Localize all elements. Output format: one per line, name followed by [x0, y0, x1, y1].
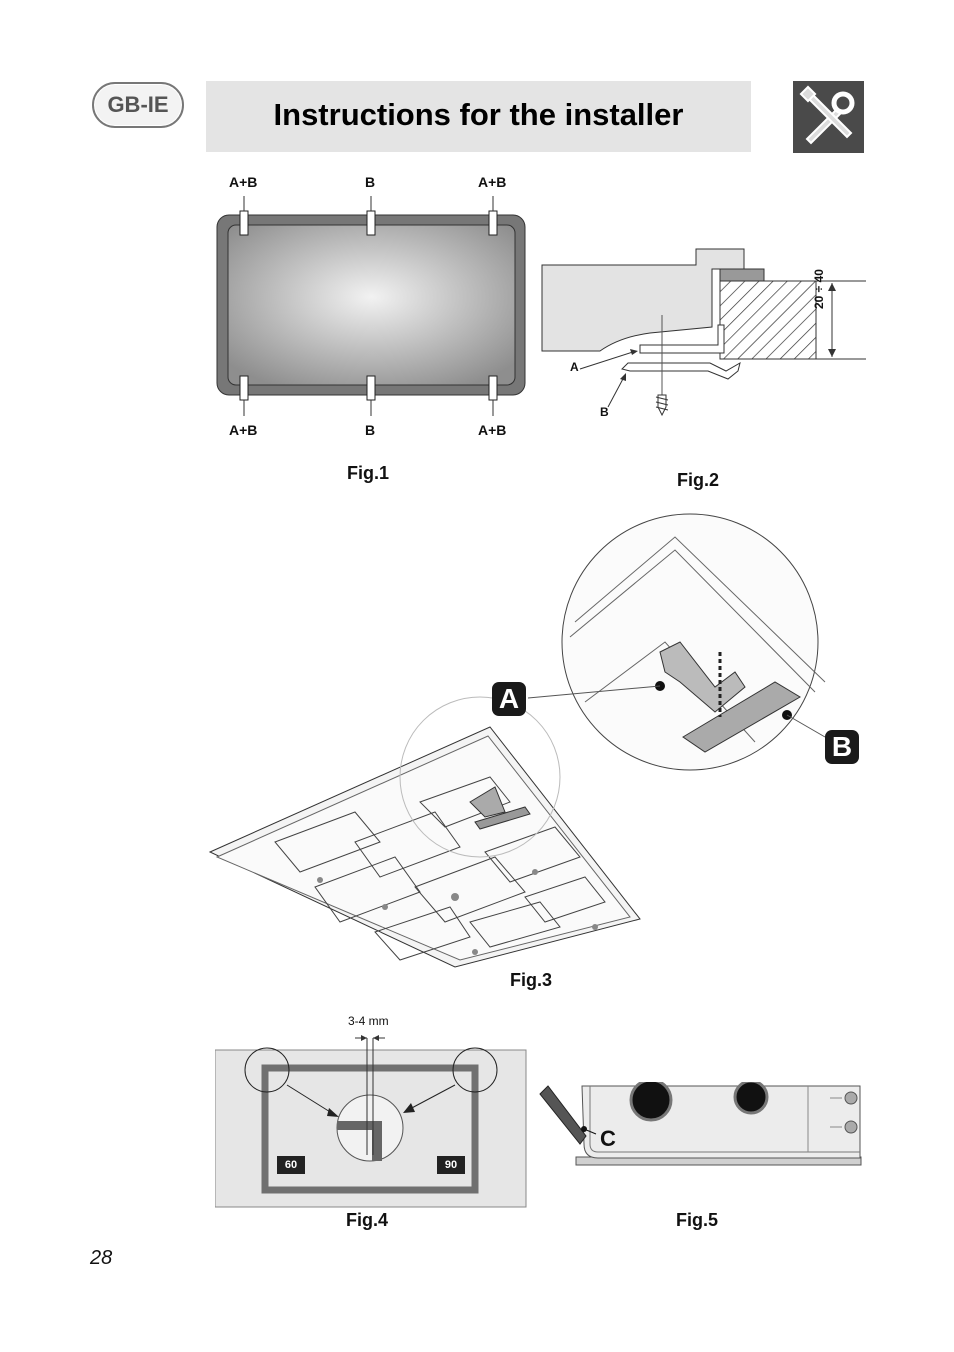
header-bar: [206, 81, 751, 152]
fig5-drawing: [538, 1082, 862, 1172]
fig4-gap-label: 3-4 mm: [348, 1014, 389, 1028]
fig1-top-label-center: B: [365, 174, 376, 190]
fig3-callout-a: A: [498, 683, 520, 714]
fig1-top-label-right: A+B: [478, 174, 507, 190]
fig4-caption: Fig.4: [346, 1210, 389, 1230]
fig3-caption: Fig.3: [510, 970, 553, 990]
fig1-top-label-left: A+B: [229, 174, 258, 190]
fig2-label-b: B: [600, 405, 609, 419]
fig3-callout-b: B: [831, 731, 853, 762]
fig3-drawing: [205, 512, 870, 972]
fig1-bottom-label-left: A+B: [229, 422, 258, 438]
fig2-thickness-label: 20 ÷ 40: [812, 269, 826, 309]
wrench-screwdriver-icon: [793, 81, 864, 153]
fig1-drawing: [205, 168, 540, 443]
fig5-label-c: C: [600, 1126, 616, 1151]
page-title: Instructions for the installer: [273, 97, 684, 132]
page-number: 28: [90, 1247, 113, 1269]
fig2-caption: Fig.2: [677, 470, 720, 490]
fig1-caption: Fig.1: [347, 463, 390, 483]
region-badge: GB-IE: [92, 82, 184, 128]
fig2-label-a: A: [570, 360, 579, 374]
fig1-bottom-label-right: A+B: [478, 422, 507, 438]
fig4-tag-60: 60: [284, 1159, 298, 1171]
fig4-tag-90: 90: [444, 1159, 458, 1171]
fig5-caption: Fig.5: [676, 1210, 719, 1230]
fig1-bottom-label-center: B: [365, 422, 376, 438]
fig4-drawing: [215, 1030, 527, 1208]
